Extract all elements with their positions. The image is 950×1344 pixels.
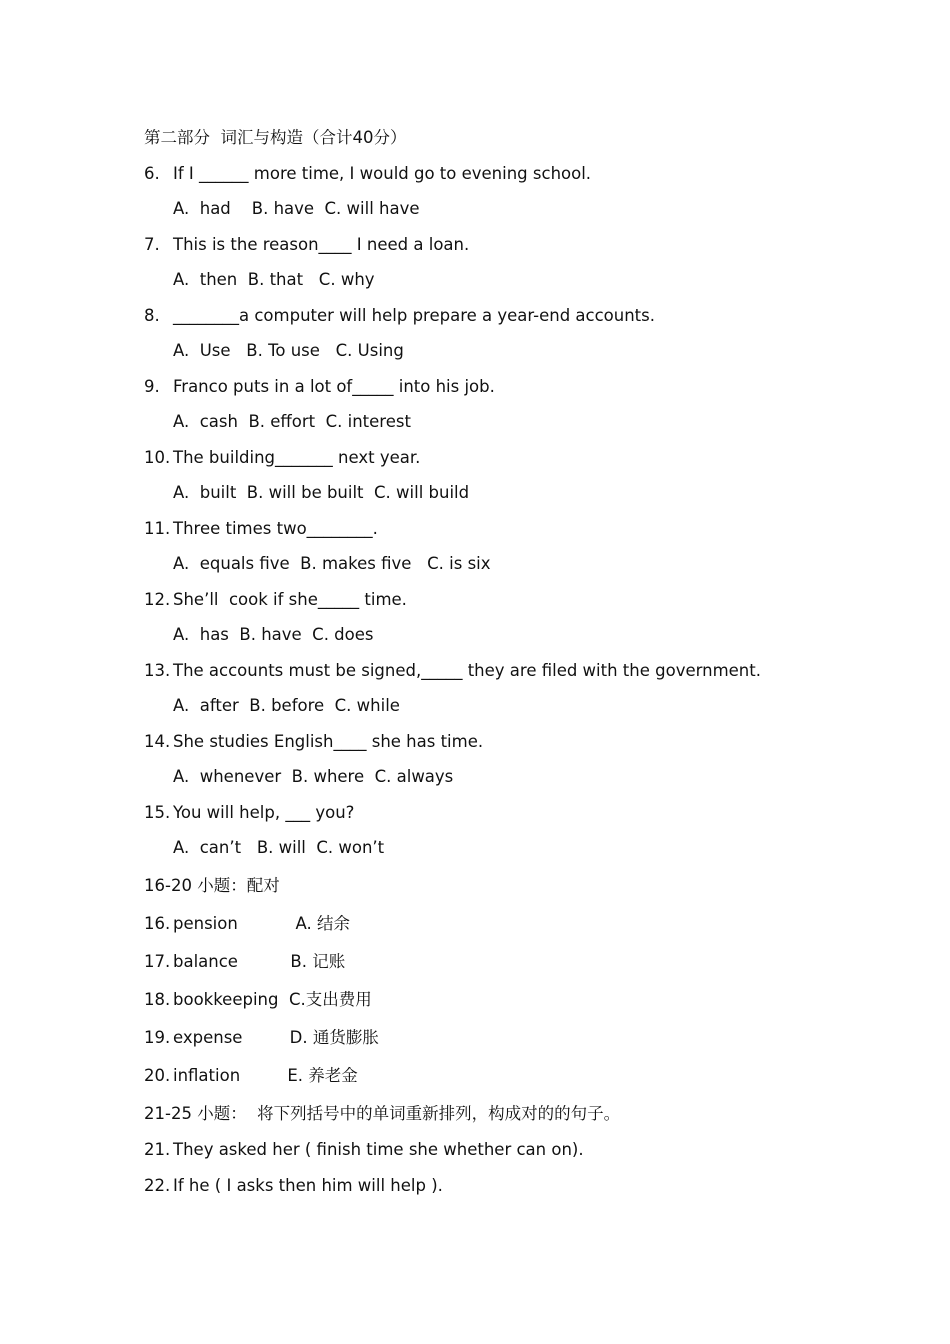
matching-item-20 <box>144 1066 358 1086</box>
matching-item-18 <box>144 990 372 1010</box>
question-7-options: A. then B. that C. why <box>173 270 375 289</box>
item-number: 22. <box>144 1176 171 1195</box>
item-number: 20. <box>144 1066 171 1085</box>
question-stem: Franco puts in a lot of_____ into his job. <box>173 377 495 396</box>
matching-item-19 <box>144 1028 379 1048</box>
question-11-options: A. equals five B. makes five C. is six <box>173 554 491 573</box>
question-15-options: A. can’t B. will C. won’t <box>173 838 385 857</box>
question-10-options: A. built B. will be built C. will build <box>173 483 470 502</box>
question-15 <box>144 803 354 823</box>
question-number: 7. <box>144 235 160 254</box>
question-7 <box>144 235 469 255</box>
question-stem: She studies English____ she has time. <box>173 732 484 751</box>
matching-item-16 <box>144 914 350 934</box>
question-6-options: A. had B. have C. will have <box>173 199 420 218</box>
question-10 <box>144 448 420 468</box>
question-number: 14. <box>144 732 171 751</box>
question-stem: You will help, ___ you? <box>173 803 355 822</box>
matching-text: pension A. 结余 <box>173 914 350 933</box>
question-14-options: A. whenever B. where C. always <box>173 767 454 786</box>
reorder-text: They asked her ( finish time she whether can on). <box>173 1140 584 1159</box>
matching-text: expense D. 通货膨胀 <box>173 1028 379 1047</box>
item-number: 17. <box>144 952 171 971</box>
question-13 <box>144 661 761 681</box>
question-12-options: A. has B. have C. does <box>173 625 374 644</box>
reorder-item-21 <box>144 1140 584 1160</box>
matching-text: bookkeeping C.支出费用 <box>173 990 372 1009</box>
question-number: 15. <box>144 803 171 822</box>
reorder-text: If he ( I asks then him will help ). <box>173 1176 443 1195</box>
question-stem: This is the reason____ I need a loan. <box>173 235 470 254</box>
question-14 <box>144 732 483 752</box>
matching-header: 16-20 小题：配对 <box>144 876 280 895</box>
question-number: 13. <box>144 661 171 680</box>
reorder-item-22 <box>144 1176 443 1196</box>
question-stem: The accounts must be signed,_____ they are filed with the government. <box>173 661 761 680</box>
matching-item-17 <box>144 952 345 972</box>
item-number: 18. <box>144 990 171 1009</box>
question-8-options: A. Use B. To use C. Using <box>173 341 404 360</box>
question-stem: Three times two________. <box>173 519 378 538</box>
question-stem: ________a computer will help prepare a year-end accounts. <box>173 306 655 325</box>
question-number: 8. <box>144 306 160 325</box>
question-number: 11. <box>144 519 171 538</box>
question-stem: She’ll cook if she_____ time. <box>173 590 407 609</box>
matching-text: inflation E. 养老金 <box>173 1066 358 1085</box>
question-6 <box>144 164 591 184</box>
question-9 <box>144 377 495 397</box>
item-number: 19. <box>144 1028 171 1047</box>
question-number: 6. <box>144 164 160 183</box>
item-number: 21. <box>144 1140 171 1159</box>
question-8 <box>144 306 655 326</box>
item-number: 16. <box>144 914 171 933</box>
question-number: 12. <box>144 590 171 609</box>
question-stem: If I ______ more time, I would go to evening school. <box>173 164 592 183</box>
question-12 <box>144 590 407 610</box>
question-number: 10. <box>144 448 171 467</box>
reorder-header: 21-25 小题： 将下列括号中的单词重新排列，构成对的的句子。 <box>144 1104 621 1123</box>
matching-text: balance B. 记账 <box>173 952 346 971</box>
question-9-options: A. cash B. effort C. interest <box>173 412 411 431</box>
question-number: 9. <box>144 377 160 396</box>
question-13-options: A. after B. before C. while <box>173 696 400 715</box>
question-stem: The building_______ next year. <box>173 448 421 467</box>
section-title: 第二部分 词汇与构造（合计40分） <box>144 128 407 147</box>
question-11 <box>144 519 378 539</box>
